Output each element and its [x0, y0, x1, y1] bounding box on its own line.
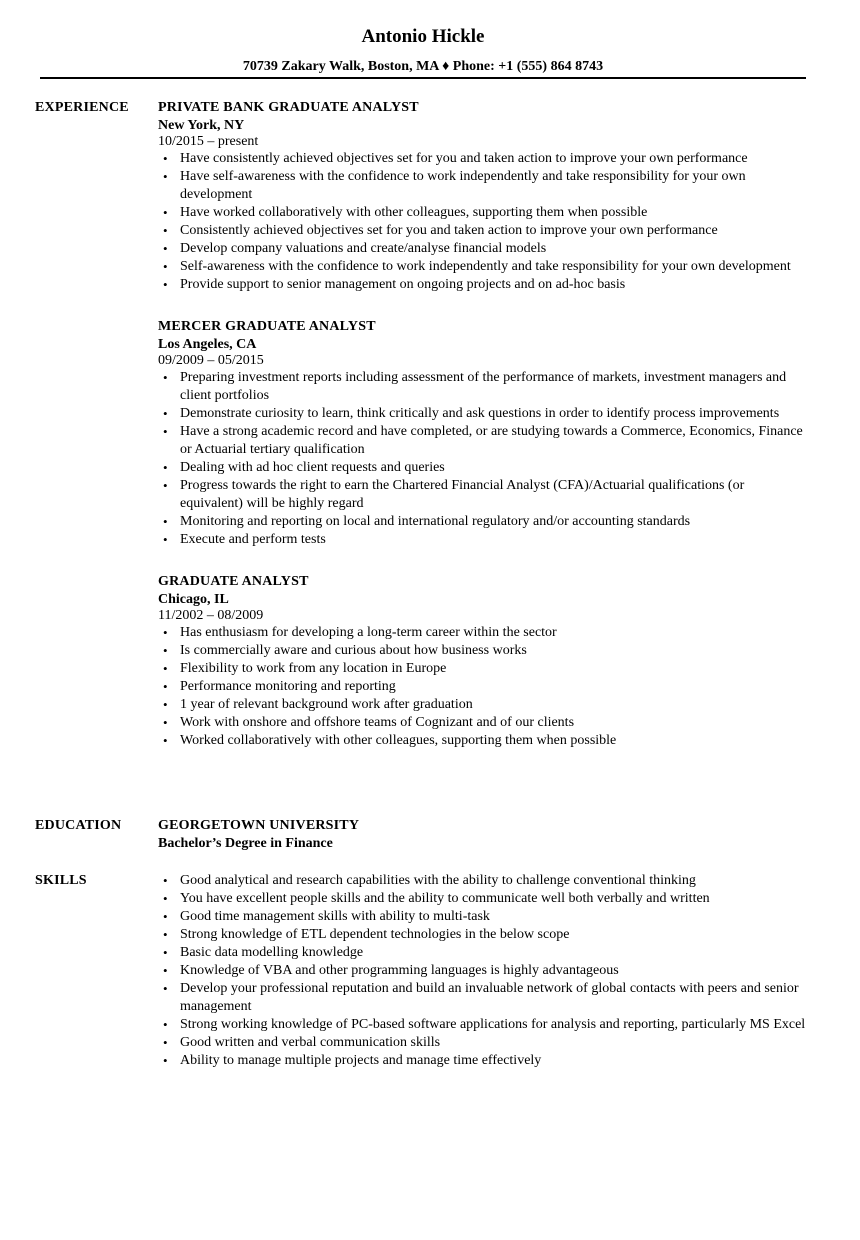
job-title: GRADUATE ANALYST	[158, 574, 309, 589]
job-location: New York, NY	[158, 118, 245, 133]
job-location: Los Angeles, CA	[158, 337, 257, 352]
experience-heading: EXPERIENCE	[35, 100, 129, 115]
job-entry	[158, 573, 808, 750]
skills-heading: SKILLS	[35, 873, 87, 888]
candidate-name: Antonio Hickle	[361, 26, 485, 47]
job-bullets	[158, 369, 808, 549]
skill-item: • Strong knowledge of ETL dependent technologies in the below scope	[158, 926, 808, 944]
experience-body	[158, 99, 808, 774]
skill-item: • Ability to manage multiple projects and manage time effectively	[158, 1052, 808, 1070]
job-bullet: • Worked collaboratively with other colleagues, supporting them when possible	[158, 732, 808, 750]
skill-item: • Strong working knowledge of PC-based software applications for analysis and reporting, particularly MS Excel	[158, 1016, 808, 1034]
education-heading: EDUCATION	[35, 818, 122, 833]
job-bullet: • 1 year of relevant background work after graduation	[158, 696, 808, 714]
job-bullet: • Dealing with ad hoc client requests and queries	[158, 459, 808, 477]
job-bullet: • Execute and perform tests	[158, 531, 808, 549]
job-bullet: • Develop company valuations and create/analyse financial models	[158, 240, 808, 258]
skill-item: • Good written and verbal communication skills	[158, 1034, 808, 1052]
skill-item: • Good time management skills with ability to multi-task	[158, 908, 808, 926]
degree-name: Bachelor’s Degree in Finance	[158, 836, 333, 851]
job-bullet: • Work with onshore and offshore teams of Cognizant and of our clients	[158, 714, 808, 732]
job-dates: 09/2009 – 05/2015	[158, 353, 264, 368]
skill-item: • Good analytical and research capabilities with the ability to challenge conventional thinking	[158, 872, 808, 890]
job-title: MERCER GRADUATE ANALYST	[158, 319, 376, 334]
job-bullet: • Have a strong academic record and have completed, or are studying towards a Commerce, Economics, Finance or Actuarial tertiary qualification	[158, 423, 808, 459]
job-bullet: • Is commercially aware and curious about how business works	[158, 642, 808, 660]
job-location: Chicago, IL	[158, 592, 229, 607]
skills-body	[158, 872, 808, 1070]
job-bullet: • Preparing investment reports including assessment of the performance of markets, investment managers and client portfolios	[158, 369, 808, 405]
job-entry	[158, 318, 808, 549]
job-bullet: • Flexibility to work from any location in Europe	[158, 660, 808, 678]
skills-list	[158, 872, 808, 1070]
skill-item: • Basic data modelling knowledge	[158, 944, 808, 962]
job-bullet: • Have consistently achieved objectives set for you and taken action to improve your own performance	[158, 150, 808, 168]
job-entry	[158, 99, 808, 294]
skill-item: • You have excellent people skills and the ability to communicate well both verbally and written	[158, 890, 808, 908]
job-bullet: • Consistently achieved objectives set for you and taken action to improve your own performance	[158, 222, 808, 240]
job-bullet: • Have worked collaboratively with other colleagues, supporting them when possible	[158, 204, 808, 222]
job-bullet: • Progress towards the right to earn the Chartered Financial Analyst (CFA)/Actuarial qualifications (or equivalent) will be highly regard	[158, 477, 808, 513]
job-bullet: • Monitoring and reporting on local and international regulatory and/or accounting standards	[158, 513, 808, 531]
job-bullet: • Self-awareness with the confidence to work independently and take responsibility for your own development	[158, 258, 808, 276]
job-bullet: • Demonstrate curiosity to learn, think critically and ask questions in order to identify process improvements	[158, 405, 808, 423]
school-name: GEORGETOWN UNIVERSITY	[158, 818, 360, 833]
skill-item: • Develop your professional reputation and build an invaluable network of global contacts with peers and senior management	[158, 980, 808, 1016]
job-bullet: • Provide support to senior management on ongoing projects and on ad-hoc basis	[158, 276, 808, 294]
skill-item: • Knowledge of VBA and other programming languages is highly advantageous	[158, 962, 808, 980]
job-bullet: • Have self-awareness with the confidence to work independently and take responsibility for your own development	[158, 168, 808, 204]
job-bullets	[158, 150, 808, 294]
job-title: PRIVATE BANK GRADUATE ANALYST	[158, 100, 419, 115]
job-dates: 10/2015 – present	[158, 134, 259, 149]
education-body	[158, 817, 808, 852]
header-divider	[40, 77, 806, 79]
contact-line: 70739 Zakary Walk, Boston, MA ♦ Phone: +1 (555) 864 8743	[242, 59, 604, 74]
job-bullet: • Has enthusiasm for developing a long-term career within the sector	[158, 624, 808, 642]
job-dates: 11/2002 – 08/2009	[158, 608, 264, 623]
job-bullets	[158, 624, 808, 750]
job-bullet: • Performance monitoring and reporting	[158, 678, 808, 696]
